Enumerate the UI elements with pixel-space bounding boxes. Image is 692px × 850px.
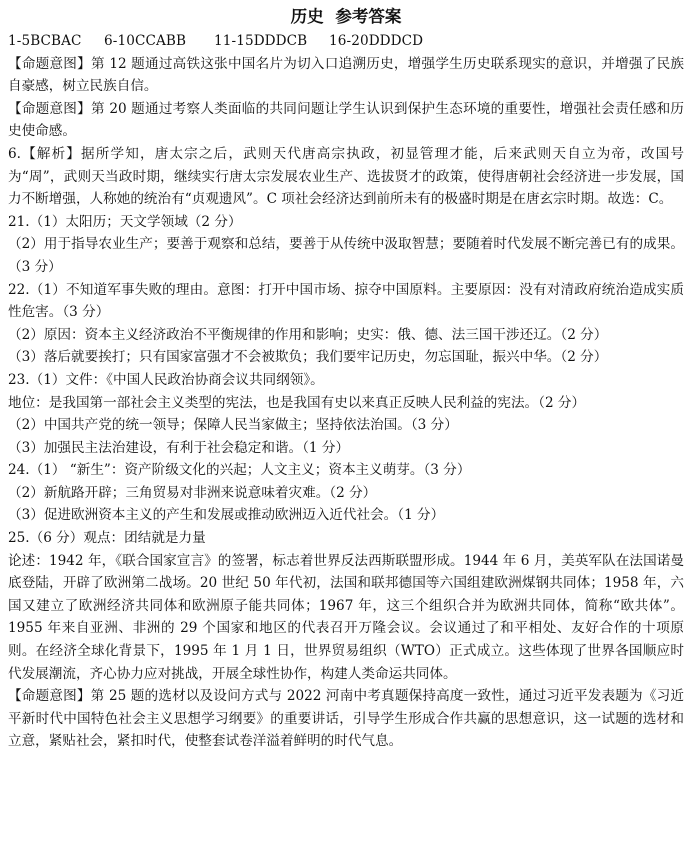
answer-q22-2: （2）原因：资本主义经济政治不平衡规律的作用和影响；史实：俄、德、法三国干涉还辽。（2 分）: [8, 326, 608, 343]
page-title: 历史 参考答案: [290, 7, 402, 26]
answer-q23-3: （3）加强民主法治建设，有利于社会稳定和谐。（1 分）: [8, 439, 350, 456]
intent-q20: 【命题意图】第 20 题通过考察人类面临的共同问题让学生认识到保护生态环境的重要性，增强社会责任感和历史使命感。: [8, 100, 684, 140]
answer-q21-1: 21.（1）太阳历；天文学领域（2 分）: [8, 213, 242, 230]
answer-q23-status: 地位：是我国第一部社会主义类型的宪法，也是我国有史以来真正反映人民利益的宪法。（2 分）: [8, 394, 586, 411]
analysis-q6: 6.【解析】据所学知，唐太宗之后，武则天代唐高宗执政，初显管理才能，后来武则天自立为帝，改国号为“周”，武则天当政时期，继续实行唐太宗发展农业生产、选拔贤才的政策，使得唐朝社会经济进一步发展，国力不断增强，人称她的统治有“贞观遗风”。C 项社会经济达到前所未有的极盛时期是在唐玄宗时期。故选：C。: [8, 145, 684, 208]
answer-q24-1: 24.（1） “新生”：资产阶级文化的兴起；人文主义；资本主义萌芽。（3 分）: [8, 462, 471, 479]
intent-q12: 【命题意图】第 12 题通过高铁这张中国名片为切入口追溯历史，增强学生历史联系现实的意识，并增强了民族自豪感，树立民族自信。: [8, 55, 684, 95]
answer-key-row: [8, 30, 684, 53]
intent-q25: 【命题意图】第 25 题的选材以及设问方式与 2022 河南中考真题保持高度一致性，通过习近平发表题为《习近平新时代中国特色社会主义思想学习纲要》的重要讲话，引导学生形成合作共赢的思想意识，这一试题的选材和立意，紧贴社会，紧扣时代，使整套试卷洋溢着鲜明的时代气息。: [8, 688, 684, 750]
answer-q25-viewpoint: 25.（6 分）观点：团结就是力量: [8, 530, 206, 547]
answer-q24-2: （2）新航路开辟；三角贸易对非洲来说意味着灾难。（2 分）: [8, 484, 377, 501]
answer-q24-3: （3）促进欧洲资本主义的产生和发展或推动欧洲迈入近代社会。（1 分）: [8, 507, 445, 524]
answer-key-16-20: 16-20DDDCD: [329, 33, 424, 49]
answer-key-11-15: 11-15DDDCB: [214, 33, 308, 49]
answer-q23-1: 23.（1）文件：《中国人民政治协商会议共同纲领》。: [8, 371, 324, 388]
answer-q23-2: （2）中国共产党的统一领导；保障人民当家做主；坚持依法治国。（3 分）: [8, 417, 458, 434]
answer-q22-3: （3）落后就要挨打；只有国家富强才不会被欺负；我们要牢记历史，勿忘国耻，振兴中华。（2 分）: [8, 349, 608, 366]
answer-q25-argument: 论述：1942 年，《联合国家宣言》的签署，标志着世界反法西斯联盟形成。1944 年 6 月，美英军队在法国诺曼底登陆，开辟了欧洲第二战场。20 世纪 50 年代初，法国和联邦德国等六国组建欧洲煤钢共同体；1958 年，六国又建立了欧洲经济共同体和欧洲原子能共同体；1967 年，这三个组织合并为欧洲共同体，简称“欧共体”。1955 年来自亚洲、非洲的 29 个国家和地区的代表召开万隆会议。会议通过了和平相处、友好合作的十项原则。在经济全球化背景下，1995 年 1 月 1 日，世界贸易组织（WTO）正式成立。这些体现了世界各国顺应时代发展潮流，齐心协力应对挑战，开展全球性协作，构建人类命运共同体。: [8, 552, 684, 682]
answer-q21-2: （2）用于指导农业生产；要善于观察和总结，要善于从传统中汲取智慧；要随着时代发展不断完善已有的成果。（3 分）: [8, 236, 684, 275]
answer-q22-1: 22.（1）不知道军事失败的理由。意图：打开中国市场、掠夺中国原料。主要原因：没有对清政府统治造成实质性危害。（3 分）: [8, 281, 684, 321]
answer-key-1-5: 1-5BCBAC: [8, 33, 82, 49]
answer-key-6-10: 6-10CCABB: [104, 33, 187, 49]
